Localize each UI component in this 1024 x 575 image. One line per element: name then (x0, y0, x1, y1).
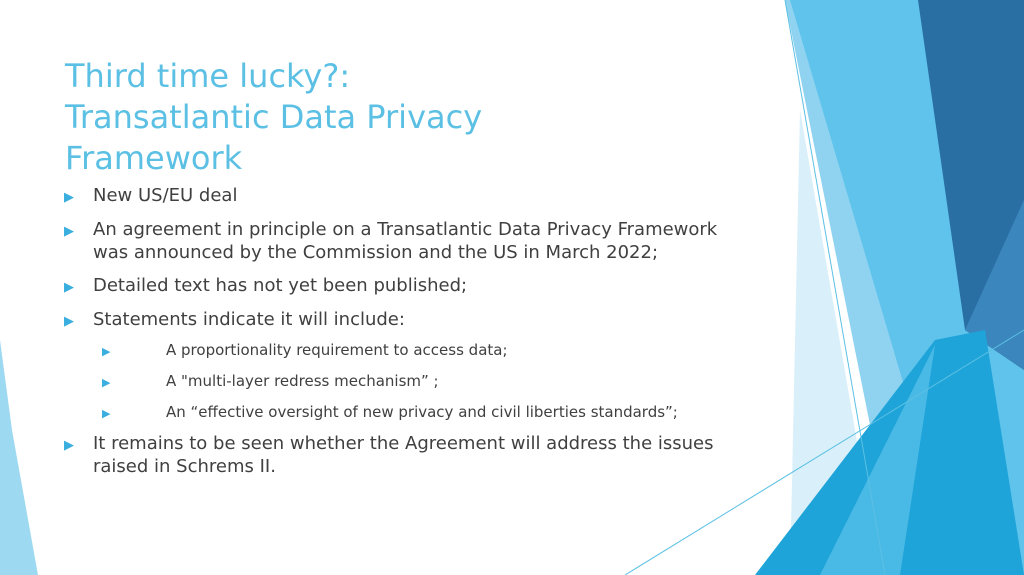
triangle-bullet-icon: ▶ (64, 314, 74, 329)
bullet-list (64, 184, 744, 478)
title-line: Third time lucky?: (65, 57, 351, 95)
bullet-item (64, 218, 744, 264)
triangle-bullet-icon: ▶ (102, 345, 111, 358)
triangle-bullet-icon: ▶ (102, 376, 111, 389)
left-edge-shape (0, 340, 38, 575)
triangle-bullet-icon: ▶ (102, 407, 111, 420)
bullet-text: New US/EU deal (93, 185, 238, 206)
sub-bullet-item (64, 340, 744, 360)
bullet-item (64, 432, 744, 478)
slide-title (65, 56, 625, 179)
triangle-bullet-icon: ▶ (64, 438, 74, 453)
sub-bullet-text: A proportionality requirement to access data; (166, 341, 508, 359)
sub-bullet-item (64, 371, 744, 391)
triangle-bullet-icon: ▶ (64, 224, 74, 239)
sub-bullet-item (64, 402, 744, 422)
bullet-item (64, 274, 744, 297)
triangle-bullet-icon: ▶ (64, 280, 74, 295)
title-line: Framework (65, 139, 243, 177)
bullet-text: An agreement in principle on a Transatlantic Data Privacy Framework was announced by the Commission and the US in March 2022; (93, 219, 718, 263)
bullet-text: Statements indicate it will include: (93, 309, 405, 330)
sub-bullet-text: A "multi-layer redress mechanism” ; (166, 372, 439, 390)
bullet-item (64, 184, 744, 207)
bullet-text: Detailed text has not yet been published; (93, 275, 468, 296)
sub-bullet-text: An “effective oversight of new privacy and civil liberties standards”; (166, 403, 678, 421)
bullet-item (64, 308, 744, 331)
triangle-bullet-icon: ▶ (64, 190, 74, 205)
bullet-text: It remains to be seen whether the Agreement will address the issues raised in Schrems II. (93, 433, 714, 477)
title-line: Transatlantic Data Privacy (65, 98, 483, 136)
